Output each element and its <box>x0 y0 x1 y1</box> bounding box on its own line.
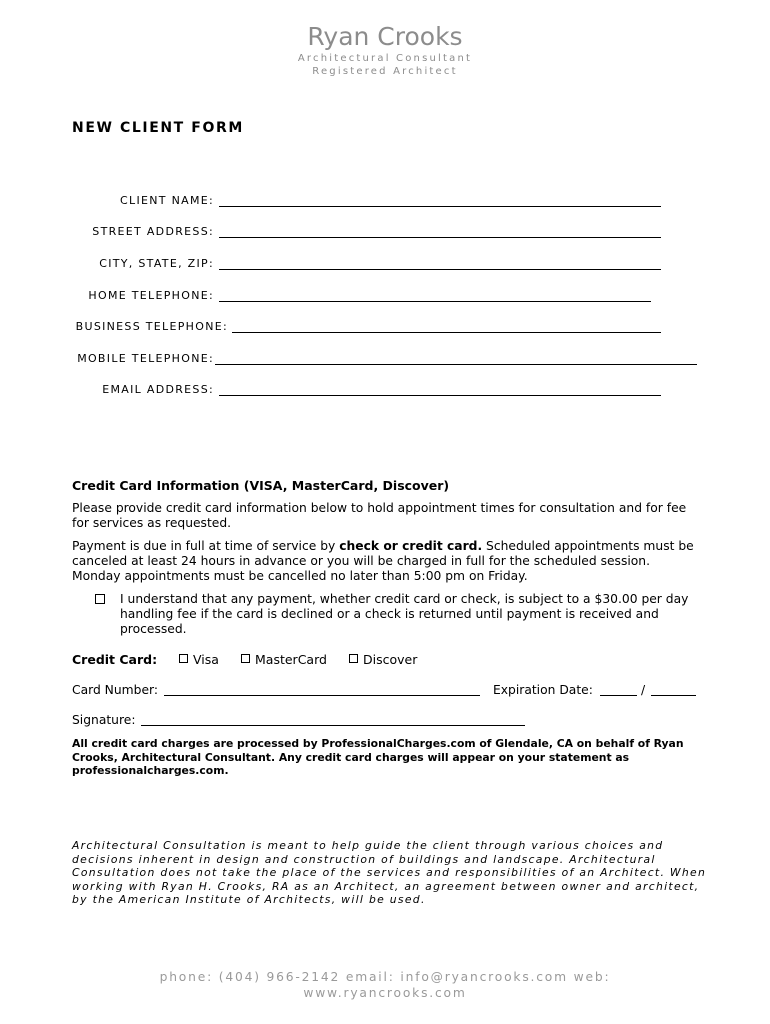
letterhead-title-1: Architectural Consultant <box>297 53 473 64</box>
form-title: NEW CLIENT FORM <box>72 120 244 136</box>
home-telephone-blank[interactable] <box>219 301 651 302</box>
field-mobile-telephone <box>0 352 770 368</box>
consultation-note: Architectural Consultation is meant to help guide the client through various choices and decisions inherent in design and construction of buildings and landscape. Architectural Consultation does not take the place of the services and responsibilities of an Architect. When working with Ryan H. Crooks, RA as an Architect, an agreement between owner and architect, by the American Institute of Architects, will be used. <box>72 839 707 906</box>
expiration-month-blank[interactable] <box>600 695 637 696</box>
expiration-label: Expiration Date: <box>493 683 593 697</box>
acknowledge-checkbox[interactable] <box>95 594 105 604</box>
field-city-state-zip <box>0 257 770 273</box>
field-business-telephone <box>0 320 770 336</box>
card-number-label: Card Number: <box>72 683 158 697</box>
mastercard-checkbox[interactable] <box>241 654 250 663</box>
field-label: BUSINESS TELEPHONE: <box>75 320 228 333</box>
city-state-zip-blank[interactable] <box>219 269 661 270</box>
field-client-name <box>0 194 770 210</box>
card-type-label: Credit Card: <box>72 652 158 667</box>
mobile-telephone-blank[interactable] <box>215 364 697 365</box>
acknowledge-text: I understand that any payment, whether credit card or check, is subject to a $30.00 per day handling fee if the card is declined or a check is returned until payment is received and processed. <box>120 592 689 636</box>
signature-label: Signature: <box>72 713 136 727</box>
field-street-address <box>0 225 770 241</box>
card-type-row <box>72 652 712 668</box>
field-label: STREET ADDRESS: <box>92 225 214 238</box>
credit-card-heading: Credit Card Information (VISA, MasterCard, Discover) <box>72 478 450 493</box>
business-telephone-blank[interactable] <box>232 332 661 333</box>
option-mastercard[interactable] <box>241 652 327 667</box>
option-label: MasterCard <box>255 652 327 667</box>
expiration-separator: / <box>641 683 646 697</box>
expiration-year-blank[interactable] <box>651 695 696 696</box>
payment-terms <box>72 539 702 584</box>
discover-checkbox[interactable] <box>349 654 358 663</box>
option-discover[interactable] <box>349 652 417 667</box>
option-visa[interactable] <box>179 652 219 667</box>
option-label: Visa <box>193 652 219 667</box>
payment-terms-emphasis: check or credit card. <box>339 539 483 553</box>
field-label: CLIENT NAME: <box>120 194 214 207</box>
field-email-address <box>0 383 770 399</box>
field-label: CITY, STATE, ZIP: <box>99 257 214 270</box>
letterhead-title-2: Registered Architect <box>312 66 458 77</box>
footer-website: www.ryancrooks.com <box>303 986 467 1000</box>
payment-terms-text-1: Payment is due in full at time of service by <box>72 539 340 553</box>
visa-checkbox[interactable] <box>179 654 188 663</box>
signature-blank[interactable] <box>141 725 525 726</box>
field-label: MOBILE TELEPHONE: <box>77 352 214 365</box>
email-address-blank[interactable] <box>219 395 661 396</box>
field-label: EMAIL ADDRESS: <box>102 383 214 396</box>
client-name-blank[interactable] <box>219 206 661 207</box>
field-label: HOME TELEPHONE: <box>88 289 214 302</box>
credit-card-intro: Please provide credit card information below to hold appointment times for consultation and for fee for services as requested. <box>72 501 687 530</box>
card-number-blank[interactable] <box>164 695 480 696</box>
field-home-telephone <box>0 289 770 305</box>
street-address-blank[interactable] <box>219 237 661 238</box>
footer-contact: phone: (404) 966-2142 email: info@ryancrooks.com web: <box>159 970 611 984</box>
processing-disclaimer: All credit card charges are processed by ProfessionalCharges.com of Glendale, CA on behalf of Ryan Crooks, Architectural Consultant. Any credit card charges will appear on your statement as professionalcharges.com. <box>72 737 684 777</box>
letterhead-name: Ryan Crooks <box>307 22 463 51</box>
handling-fee-acknowledgement <box>95 592 695 637</box>
option-label: Discover <box>363 652 418 667</box>
payment-terms-text-2: Scheduled appointments must be canceled at least 24 hours in advance or you will be charged in full for the scheduled session. Monday appointments must be cancelled no later than 5:00 pm on Friday. <box>72 539 694 583</box>
